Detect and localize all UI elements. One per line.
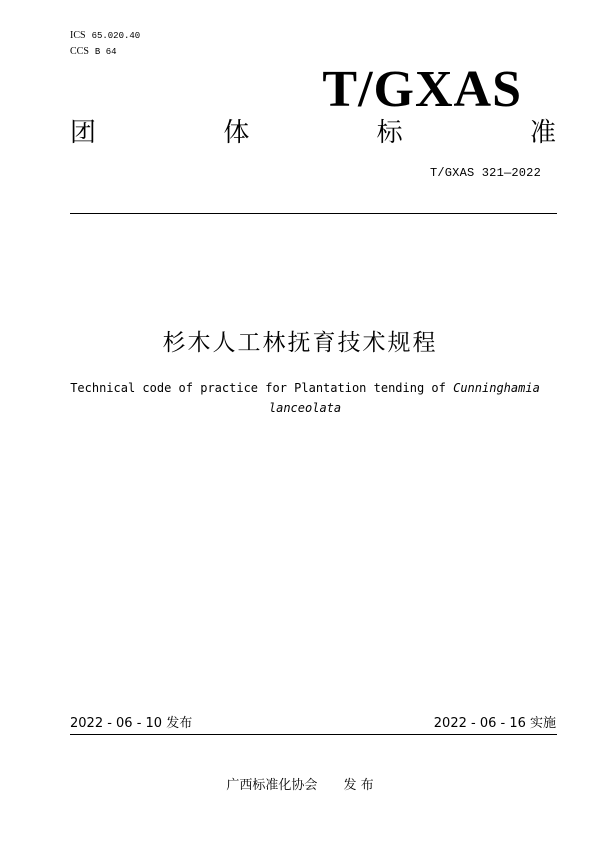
standard-type bbox=[70, 118, 556, 152]
standard-type-char: 准 bbox=[529, 118, 556, 148]
publisher-name: 广西标准化协会 bbox=[226, 778, 318, 793]
standard-logo: T/GXAS bbox=[322, 61, 522, 118]
title-en-species: lanceolata bbox=[268, 401, 342, 415]
document-title-zh: 杉木人工林抚育技术规程 bbox=[162, 330, 438, 356]
title-en-text: Technical code of practice for Plantation tending of bbox=[70, 381, 454, 395]
publisher-action: 发 布 bbox=[343, 778, 374, 793]
ics-classification bbox=[70, 30, 140, 42]
standard-number: T/GXAS 321—2022 bbox=[429, 166, 541, 180]
title-en-genus: Cunninghamia bbox=[453, 381, 540, 395]
ccs-code: B 64 bbox=[94, 47, 117, 57]
footer-divider bbox=[70, 734, 557, 735]
issue-date: 2022 - 06 - 10 发布 bbox=[70, 716, 193, 731]
header-divider bbox=[70, 213, 557, 214]
implementation-date: 2022 - 06 - 16 实施 bbox=[433, 716, 556, 731]
ccs-label: CCS bbox=[70, 46, 89, 57]
ics-code: 65.020.40 bbox=[91, 31, 141, 41]
standard-type-char: 标 bbox=[376, 118, 403, 148]
publisher bbox=[0, 778, 600, 794]
ccs-classification bbox=[70, 46, 117, 58]
ics-label: ICS bbox=[70, 30, 86, 41]
standard-type-char: 体 bbox=[223, 118, 250, 148]
standard-type-char: 团 bbox=[70, 118, 97, 148]
document-title-en bbox=[60, 378, 550, 418]
